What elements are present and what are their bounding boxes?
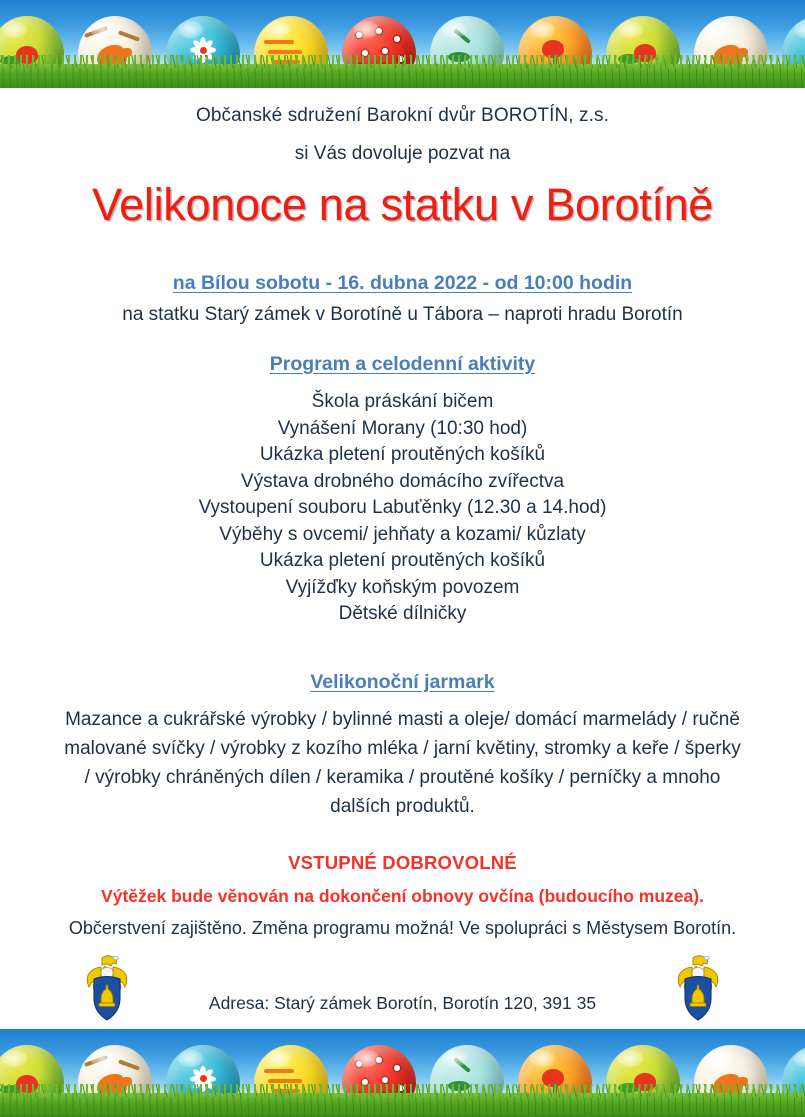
top-egg-border [0,0,805,88]
program-list [18,389,787,628]
market-heading: Velikonoční jarmark [310,670,495,693]
coat-of-arms-icon [671,953,725,1023]
program-heading: Program a celodenní aktivity [269,353,536,375]
footer-row [18,953,787,1029]
proceeds-notice: Výtěžek bude věnován na dokončení obnovy ovčína (budoucího muzea). [101,885,704,906]
poster-content [0,88,805,1029]
market-description: Mazance a cukrářské výrobky / bylinné masti a oleje/ domácí marmelády / ručně malované svíčky / výrobky z kozího mléka / jarní květiny, stromky a keře / šperky / výrobky chráněných dílen / keramika / proutěné košíky / perníčky a mnoho dalších produktů. [64,708,741,817]
grass-strip [0,1093,805,1117]
poster-title: Velikonoce na statku v Borotíně [91,179,714,230]
event-place-line: na statku Starý zámek v Borotíně u Tábora – naproti hradu Borotín [122,304,683,325]
list-item: Ukázka pletení proutěných košíků [259,444,546,465]
list-item: Výstava drobného domácího zvířectva [240,470,565,492]
list-item: Výběhy s ovcemi/ jehňaty a kozami/ kůzlaty [219,523,586,545]
invitation-line: si Vás dovoluje pozvat na [294,143,511,164]
event-date-line: na Bílou sobotu - 16. dubna 2022 - od 10:00 hodin [172,272,633,294]
list-item: Škola práskání bičem [311,391,494,412]
list-item: Vynášení Morany (10:30 hod) [277,417,528,439]
grass-strip [0,64,805,88]
address-line: Adresa: Starý zámek Borotín, Borotín 120, 391 35 [208,992,597,1013]
list-item: Ukázka pletení proutěných košíků [259,550,546,571]
bottom-egg-border [0,1029,805,1117]
organization-line: Občanské sdružení Barokní dvůr BOROTÍN, z.s. [195,105,610,126]
list-item: Dětské dílničky [338,603,467,624]
list-item: Vyjížďky koňským povozem [285,576,520,598]
admission-notice: VSTUPNÉ DOBROVOLNÉ [288,851,517,873]
list-item: Vystoupení souboru Labuťěnky (12.30 a 14.hod) [198,497,607,518]
additional-notes: Občerstvení zajištěno. Změna programu možná! Ve spolupráci s Městysem Borotín. [68,917,737,938]
